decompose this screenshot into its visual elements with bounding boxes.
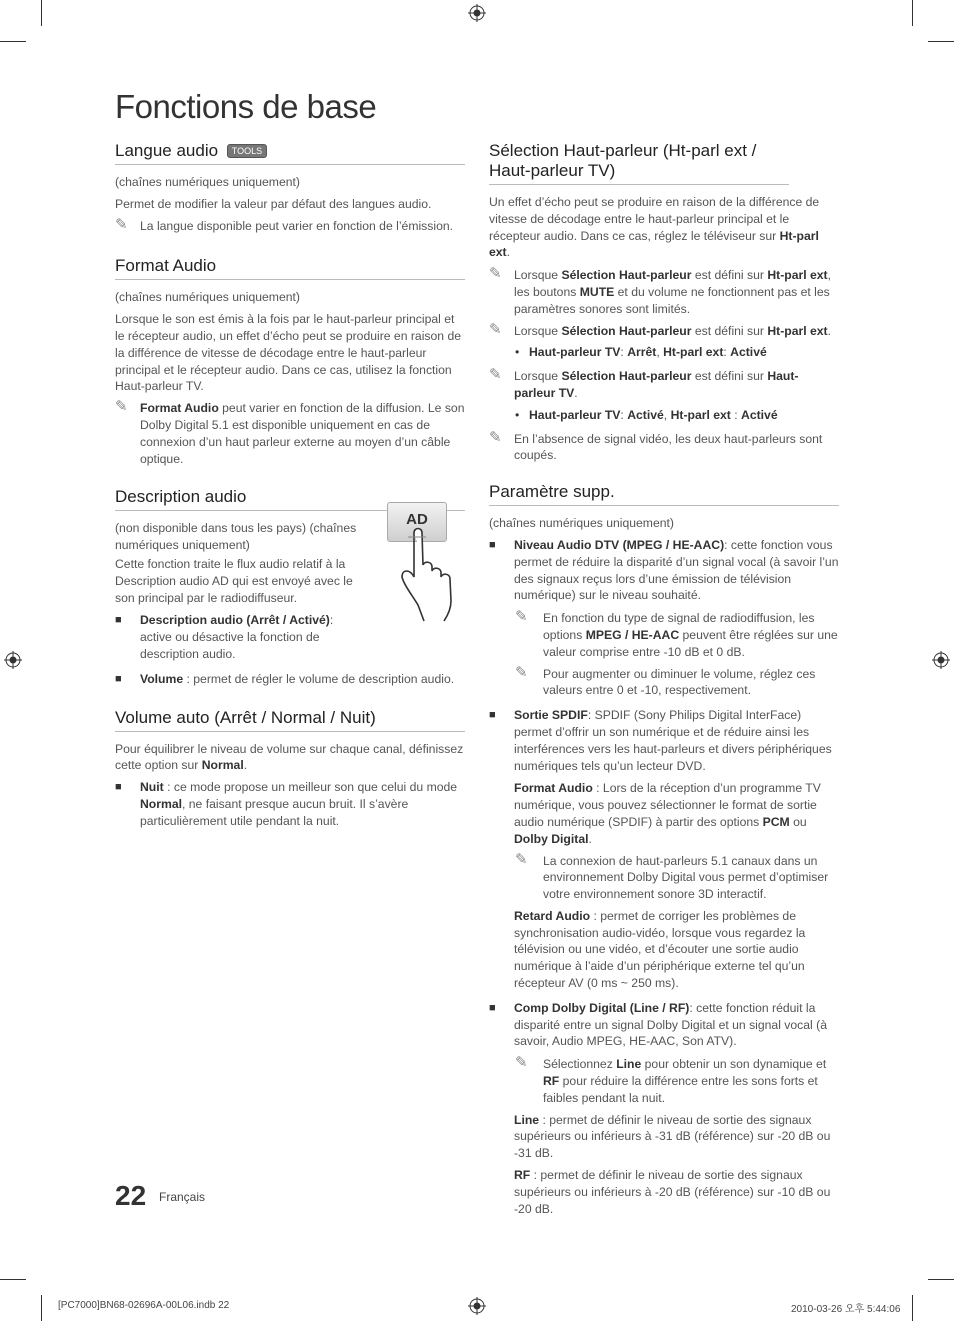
- bullet-bold: Sortie SPDIF: [514, 708, 588, 723]
- crop-mark: [41, 1295, 42, 1321]
- bold-text: Haut-parleur TV: [529, 345, 621, 360]
- crop-mark: [928, 41, 954, 42]
- section-heading: Description audio: [115, 487, 465, 511]
- bullet-bold: Comp Dolby Digital (Line / RF): [514, 1000, 690, 1015]
- bullet-bold: Volume: [140, 671, 184, 686]
- heading-text: Langue audio: [115, 141, 219, 160]
- text: , les boutons: [514, 268, 832, 299]
- text: Lorsque: [514, 268, 562, 283]
- section-parametre-supp: [489, 482, 839, 1217]
- bold-text: Sélection Haut-parleur: [561, 268, 692, 283]
- section-format-audio: [115, 256, 465, 467]
- bold-text: PCM: [762, 814, 790, 829]
- ad-remote-button: AD: [387, 502, 447, 542]
- tools-badge: TOOLS: [227, 144, 267, 158]
- note: [489, 1056, 839, 1106]
- registration-mark-icon: [468, 1297, 486, 1315]
- text: et du volume ne fonctionnent pas et les paramètres sonores sont limités.: [514, 284, 830, 316]
- bullet-text: : active ou désactive la fonction de description audio.: [140, 613, 334, 661]
- bold-text: Format Audio: [514, 781, 593, 796]
- scope-text: (chaînes numériques uniquement): [115, 290, 300, 305]
- bullet-text: : ce mode propose un meilleur son que celui du mode: [163, 780, 458, 795]
- crop-mark: [912, 0, 913, 26]
- bold-text: MUTE: [579, 284, 615, 299]
- bullet-item: [115, 612, 360, 662]
- bold-text: RF: [514, 1168, 531, 1183]
- note: [115, 400, 465, 467]
- scope-text: (non disponible dans tous les pays) (chaînes numériques uniquement): [115, 521, 357, 553]
- registration-mark-icon: [468, 4, 486, 22]
- bold-text: Retard Audio: [514, 908, 591, 923]
- left-column: [115, 141, 465, 852]
- registration-mark-icon: [932, 651, 950, 669]
- note: [115, 215, 465, 235]
- bold-text: RF: [543, 1074, 560, 1089]
- bold-text: Sélection Haut-parleur: [561, 323, 692, 338]
- page-number: 22: [115, 1180, 147, 1211]
- pencil-note-icon: ✎: [115, 398, 128, 416]
- pencil-note-icon: ✎: [515, 850, 528, 868]
- bold-text: Dolby Digital: [514, 831, 589, 846]
- crop-mark: [0, 1279, 26, 1280]
- bold-text: Arrêt: [627, 345, 657, 360]
- bold-text: Ht-parl ext: [670, 407, 731, 422]
- bold-text: Normal: [201, 758, 244, 773]
- bullet-bold: Nuit: [140, 780, 164, 795]
- bold-text: Sélection Haut-parleur: [561, 369, 692, 384]
- bold-text: Ht-parl ext: [663, 345, 724, 360]
- text: En fonction du type de signal de radiodiffusion, les options: [543, 611, 815, 642]
- bold-text: Haut-parleur TV: [514, 369, 799, 400]
- bullet-item: [489, 1000, 839, 1050]
- text: : Lors de la réception d’un programme TV numérique, vous pouvez sélectionner le format de sortie audio numérique (SPDIF) à partir des options: [514, 781, 821, 829]
- pencil-note-icon: ✎: [115, 215, 128, 233]
- note: [489, 610, 839, 660]
- note: [489, 663, 839, 700]
- sub-paragraph: [489, 908, 839, 992]
- pencil-note-icon: ✎: [489, 265, 502, 283]
- description-text: Permet de modifier la valeur par défaut des langues audio.: [115, 196, 432, 211]
- dot-item: • Haut-parleur TV: Arrêt, Ht-parl ext: Activé: [515, 345, 767, 360]
- square-bullet-icon: ■: [115, 614, 122, 627]
- bold-text: Ht-parl ext: [767, 323, 828, 338]
- text: est défini sur: [691, 268, 768, 283]
- text: .: [506, 245, 511, 260]
- page-language: Français: [159, 1190, 206, 1204]
- section-heading: Volume auto (Arrêt / Normal / Nuit): [115, 708, 465, 732]
- bullet-item: [115, 671, 465, 688]
- dot-item: • Haut-parleur TV: Activé, Ht-parl ext : Activé: [515, 407, 778, 422]
- bullet-text: : SPDIF (Sony Philips Digital InterFace) permet d’offrir un son numérique et de réduire ainsi les interférences vers les haut-parleurs et divers périphériques numériques tels qu’un lecteur DVD.: [514, 708, 832, 773]
- bullet-bold: Normal: [140, 796, 182, 811]
- text: pour réduire la différence entre les sons forts et faibles pendant la nuit.: [543, 1074, 818, 1105]
- section-langue-audio: [115, 141, 465, 234]
- pointing-hand-icon: [396, 525, 470, 625]
- footer-date: 2010-03-26 오후 5:44:06: [791, 1304, 901, 1315]
- bold-text: Line: [514, 1112, 540, 1127]
- description-text: [115, 741, 465, 775]
- text: : permet de définir le niveau de sortie des signaux supérieurs ou inférieurs à -31 dB (référence) sur -20 dB ou -31 dB.: [514, 1112, 831, 1161]
- note-text: En l’absence de signal vidéo, les deux haut-parleurs sont coupés.: [514, 431, 823, 463]
- right-column: [489, 141, 839, 1239]
- text: peuvent être réglées sur une valeur comprise entre -10 dB et 0 dB.: [543, 627, 838, 659]
- bold-text: MPEG / HE-AAC: [585, 627, 680, 642]
- text: Lorsque: [514, 369, 562, 384]
- note-text: peut varier en fonction de la diffusion. Le son Dolby Digital 5.1 est disponible uniquement en cas de connexion d’un haut parleur externe au moyen d’un câble optique.: [140, 401, 465, 466]
- bold-text: Line: [616, 1057, 642, 1072]
- square-bullet-icon: ■: [489, 1001, 496, 1014]
- text: est défini sur: [691, 369, 768, 384]
- section-selection-haut-parleur: [489, 141, 839, 464]
- pencil-note-icon: ✎: [489, 320, 502, 338]
- section-heading: Sélection Haut-parleur (Ht-parl ext / Haut-parleur TV): [489, 141, 789, 185]
- section-volume-auto: [115, 708, 465, 830]
- scope-text: (chaînes numériques uniquement): [489, 516, 674, 531]
- dot-bullet-icon: •: [515, 345, 520, 360]
- text: Un effet d’écho peut se produire en raison de la différence de vitesse de décodage entre le haut-parleur principal et le récepteur audio. Dans ce cas, réglez le téléviseur sur: [489, 195, 820, 243]
- note-text: Pour augmenter ou diminuer le volume, réglez ces valeurs entre 0 et -10, respectivement.: [543, 666, 816, 698]
- square-bullet-icon: ■: [489, 538, 496, 551]
- section-heading: Format Audio: [115, 256, 465, 280]
- text: : permet de définir le niveau de sortie des signaux supérieurs ou inférieurs à -20 dB (référence) sur -10 dB ou -20 dB.: [514, 1168, 831, 1216]
- text: .: [574, 385, 578, 400]
- text: Sélectionnez: [543, 1057, 617, 1072]
- section-heading: Paramètre supp.: [489, 482, 839, 506]
- bullet-bold: Niveau Audio DTV (MPEG / HE-AAC): [514, 537, 725, 552]
- bullet-text: , ne faisant presque aucun bruit. Il s’avère particulièrement utile pendant la nuit.: [140, 796, 409, 828]
- note: [489, 320, 839, 340]
- note-text: La langue disponible peut varier en fonction de l’émission.: [140, 218, 454, 233]
- text: ou: [789, 814, 807, 829]
- pencil-note-icon: ✎: [489, 366, 502, 384]
- bullet-text: : cette fonction réduit la disparité entre un signal Dolby Digital et un signal vocal (à savoir, Audio MPEG, HE-AAC, Son ATV).: [514, 1000, 827, 1049]
- pencil-note-icon: ✎: [515, 608, 528, 626]
- bullet-item: [489, 537, 839, 604]
- square-bullet-icon: ■: [115, 672, 122, 685]
- sub-paragraph: [489, 1112, 839, 1162]
- scope-text: (chaînes numériques uniquement): [115, 175, 300, 189]
- note: [489, 850, 839, 903]
- note: [489, 368, 839, 402]
- bold-text: Ht-parl ext: [767, 268, 828, 283]
- crop-mark: [0, 41, 26, 42]
- square-bullet-icon: ■: [115, 781, 122, 794]
- bullet-text: : permet de régler le volume de description audio.: [183, 671, 455, 686]
- text: .: [827, 323, 832, 338]
- footer-file: [PC7000]BN68-02696A-00L06.indb 22: [58, 1300, 230, 1311]
- bullet-item: [115, 779, 465, 829]
- bullet-item: [489, 707, 839, 774]
- section-heading: [115, 141, 465, 165]
- page-title: Fonctions de base: [115, 88, 377, 125]
- sub-paragraph: [489, 780, 839, 847]
- description-text: Lorsque le son est émis à la fois par le haut-parleur principal et le récepteur audio, un effet d’écho peut se produire en raison de la différence de vitesse de décodage entre le haut-parleur principal et le récepteur audio. Dans ce cas, utilisez la fonction Haut-parleur TV.: [115, 312, 462, 394]
- bold-text: Activé: [627, 407, 664, 422]
- pencil-note-icon: ✎: [489, 428, 502, 446]
- dot-bullet-icon: •: [515, 407, 520, 422]
- pencil-note-icon: ✎: [515, 1054, 528, 1072]
- text: .: [588, 831, 592, 846]
- note-bold: Format Audio: [140, 401, 219, 416]
- text: Pour équilibrer le niveau de volume sur chaque canal, définissez cette option sur: [115, 741, 464, 773]
- description-text: Cette fonction traite le flux audio relatif à la Description audio AD qui est envoyé avec le son principal par le radiodiffuseur.: [115, 556, 353, 605]
- text: .: [243, 758, 248, 773]
- bold-text: Activé: [741, 407, 778, 422]
- text: : permet de corriger les problèmes de synchronisation audio-vidéo, lorsque vous regardez la télévision ou une vidéo, et d’écouter une sortie audio numérique à l’aide d’un périphérique externe tel qu’un récepteur AV (0 ms ~ 250 ms).: [514, 908, 806, 991]
- text: Lorsque: [514, 323, 562, 338]
- note-text: La connexion de haut-parleurs 5.1 canaux dans un environnement Dolby Digital vous permet d’optimiser votre environnement sonore 3D interactif.: [543, 853, 829, 902]
- registration-mark-icon: [4, 651, 22, 669]
- bullet-bold: Description audio (Arrêt / Activé): [140, 613, 330, 628]
- text: pour obtenir un son dynamique et: [641, 1057, 827, 1072]
- bullet-text: : cette fonction vous permet de réduire la disparité d’un signal vocal (à savoir l’un des signaux reçus lors d’une émission de télévision numérique) sur le niveau souhaité.: [514, 537, 839, 603]
- crop-mark: [928, 1279, 954, 1280]
- pencil-note-icon: ✎: [515, 663, 528, 681]
- square-bullet-icon: ■: [489, 709, 496, 722]
- note: [489, 428, 839, 465]
- text: est défini sur: [691, 323, 768, 338]
- crop-mark: [912, 1295, 913, 1321]
- bold-text: Activé: [730, 345, 767, 360]
- note: [489, 267, 839, 317]
- crop-mark: [41, 0, 42, 26]
- description-text: [489, 194, 839, 261]
- bold-text: Haut-parleur TV: [529, 407, 621, 422]
- sub-paragraph: [489, 1167, 839, 1217]
- bold-text: Ht-parl ext: [489, 228, 819, 260]
